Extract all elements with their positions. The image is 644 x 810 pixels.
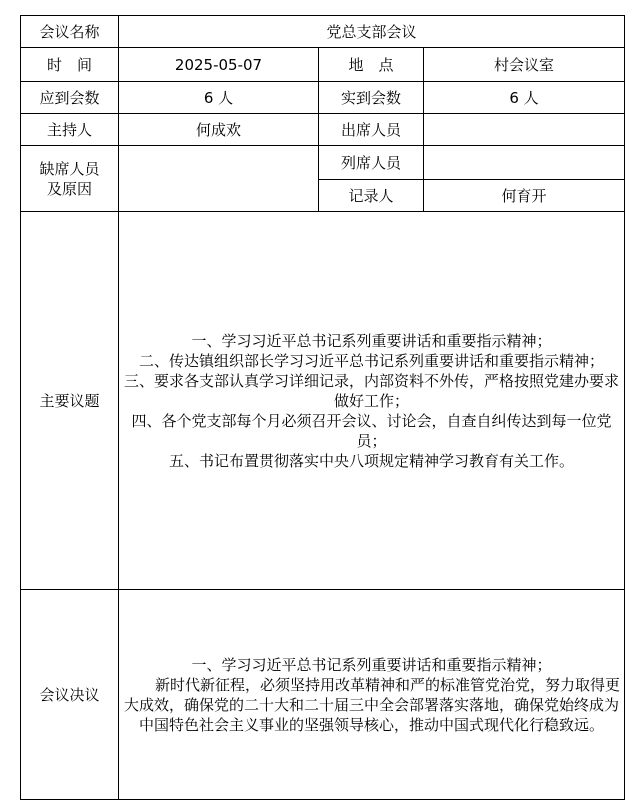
resolution-content	[119, 590, 625, 800]
row-attendance-count	[21, 82, 625, 114]
row-topics	[21, 212, 625, 590]
value-expected: 6 人	[119, 82, 319, 114]
resolution-paragraph: 新时代新征程，必须坚持用改革精神和严的标准管党治党，努力取得更大成效，确保党的二十大和二十届三中全会部署落实落地，确保党始终成为中国特色社会主义事业的坚强领导核心，推动中国式现代化行稳致远。	[124, 675, 621, 734]
topic-item: 二、传达镇组织部长学习习近平总书记系列重要讲话和重要指示精神；	[139, 351, 605, 370]
topic-item: 三、要求各支部认真学习详细记录，内部资料不外传，严格按照党建办要求做好工作；	[124, 371, 620, 410]
row-meeting-name	[21, 16, 625, 48]
topic-item: 四、各个党支部每个月必须召开会议、讨论会，自查自纠传达到每一位党员；	[131, 411, 612, 450]
value-place: 村会议室	[424, 48, 625, 82]
meeting-minutes-table	[20, 15, 625, 800]
value-attendees	[424, 114, 625, 146]
row-resolution	[21, 590, 625, 800]
resolution-line1: 一、学习习近平总书记系列重要讲话和重要指示精神；	[191, 655, 552, 674]
label-host: 主持人	[21, 114, 119, 146]
value-host: 何成欢	[119, 114, 319, 146]
label-meeting-name: 会议名称	[21, 16, 119, 48]
label-recorder: 记录人	[319, 180, 424, 212]
label-expected: 应到会数	[21, 82, 119, 114]
value-actual: 6 人	[424, 82, 625, 114]
value-absent	[119, 146, 319, 212]
row-absent-observers	[21, 146, 625, 180]
label-place: 地 点	[319, 48, 424, 82]
label-absent	[21, 146, 119, 212]
label-actual: 实到会数	[319, 82, 424, 114]
value-meeting-name: 党总支部会议	[119, 16, 625, 48]
label-observers: 列席人员	[319, 146, 424, 180]
label-attendees: 出席人员	[319, 114, 424, 146]
label-absent-line1: 缺席人员	[39, 159, 100, 178]
label-absent-line2: 及原因	[46, 179, 92, 198]
row-host	[21, 114, 625, 146]
value-observers	[424, 146, 625, 180]
value-time: 2025-05-07	[119, 48, 319, 82]
topic-item: 一、学习习近平总书记系列重要讲话和重要指示精神；	[191, 331, 552, 350]
topics-content	[119, 212, 625, 590]
value-recorder: 何育开	[424, 180, 625, 212]
label-time: 时 间	[21, 48, 119, 82]
topic-item: 五、书记布置贯彻落实中央八项规定精神学习教育有关工作。	[169, 451, 575, 470]
label-resolution: 会议决议	[21, 590, 119, 800]
label-topics: 主要议题	[21, 212, 119, 590]
row-time-place	[21, 48, 625, 82]
